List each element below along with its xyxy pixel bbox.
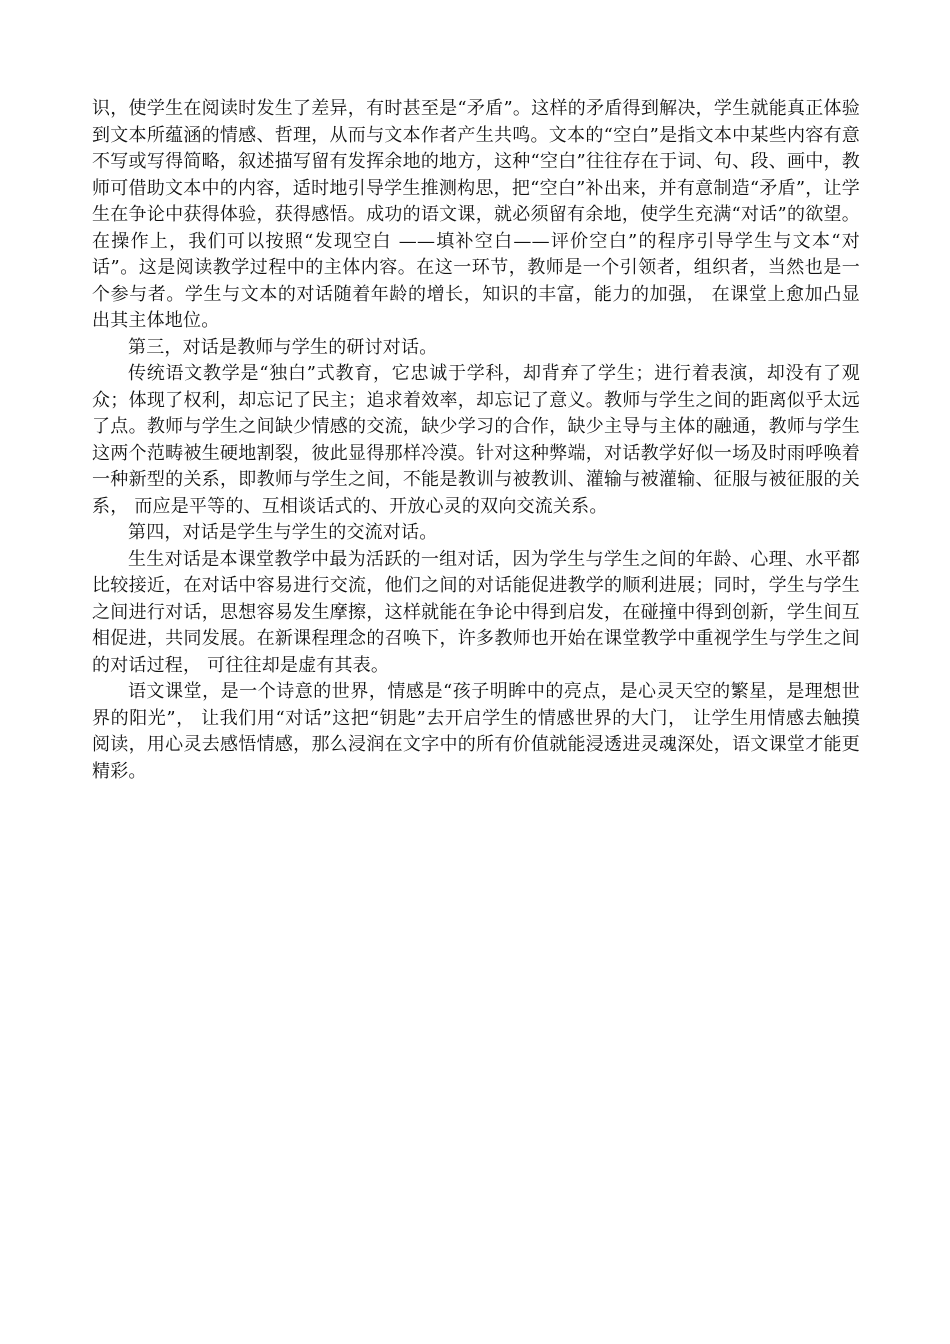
paragraph-student-student: 生生对话是本课堂教学中最为活跃的一组对话，因为学生与学生之间的年龄、心理、水平都比较接近，在对话中容易进行交流，他们之间的对话能促进教学的顺利进展；同时，学生与学生之间进行对话，思想容易发生摩擦，这样就能在争论中得到启发，在碰撞中得到创新，学生间互相促进，共同发展。在新课程理念的召唤下，许多教师也开始在课堂教学中重视学生与学生之间的对话过程， 可往往却是虚有其表。 bbox=[92, 548, 860, 676]
paragraph-conclusion: 语文课堂，是一个诗意的世界，情感是“孩子明眸中的亮点，是心灵天空的繁星，是理想世界的阳光”， 让我们用“对话”这把“钥匙”去开启学生的情感世界的大门， 让学生用情感去触摸阅读，用心灵去感悟情感，那么浸润在文字中的所有价值就能浸透进灵魂深处，语文课堂才能更精彩。 bbox=[92, 681, 860, 782]
document-page bbox=[92, 96, 860, 785]
paragraph-continuation: 识，使学生在阅读时发生了差异，有时甚至是“矛盾”。这样的矛盾得到解决，学生就能真正体验到文本所蕴涵的情感、哲理，从而与文本作者产生共鸣。文本的“空白”是指文本中某些内容有意不写或写得简略，叙述描写留有发挥余地的地方，这种“空白”往往存在于词、句、段、画中，教师可借助文本中的内容，适时地引导学生推测构思，把“空白”补出来，并有意制造“矛盾”，让学生在争论中获得体验，获得感悟。成功的语文课，就必须留有余地，使学生充满“对话”的欲望。在操作上，我们可以按照“发现空白 ——填补空白——评价空白”的程序引导学生与文本“对话”。这是阅读教学过程中的主体内容。在这一环节，教师是一个引领者，组织者，当然也是一个参与者。学生与文本的对话随着年龄的增长，知识的丰富，能力的加强， 在课堂上愈加凸显出其主体地位。 bbox=[92, 98, 860, 331]
paragraph-teacher-student: 传统语文教学是“独白”式教育，它忠诚于学科，却背弃了学生；进行着表演，却没有了观众；体现了权利，却忘记了民主；追求着效率，却忘记了意义。教师与学生之间的距离似乎太远了点。教师与学生之间缺少情感的交流，缺少学习的合作，缺少主导与主体的融通，教师与学生这两个范畴被生硬地割裂，彼此显得那样冷漠。针对这种弊端，对话教学好似一场及时雨呼唤着一种新型的关系，即教师与学生之间，不能是教训与被教训、灌输与被灌输、征服与被征服的关系， 而应是平等的、互相谈话式的、开放心灵的双向交流关系。 bbox=[92, 363, 860, 517]
section-heading-third: 第三，对话是教师与学生的研讨对话。 bbox=[128, 336, 438, 358]
section-heading-fourth: 第四，对话是学生与学生的交流对话。 bbox=[128, 522, 438, 543]
